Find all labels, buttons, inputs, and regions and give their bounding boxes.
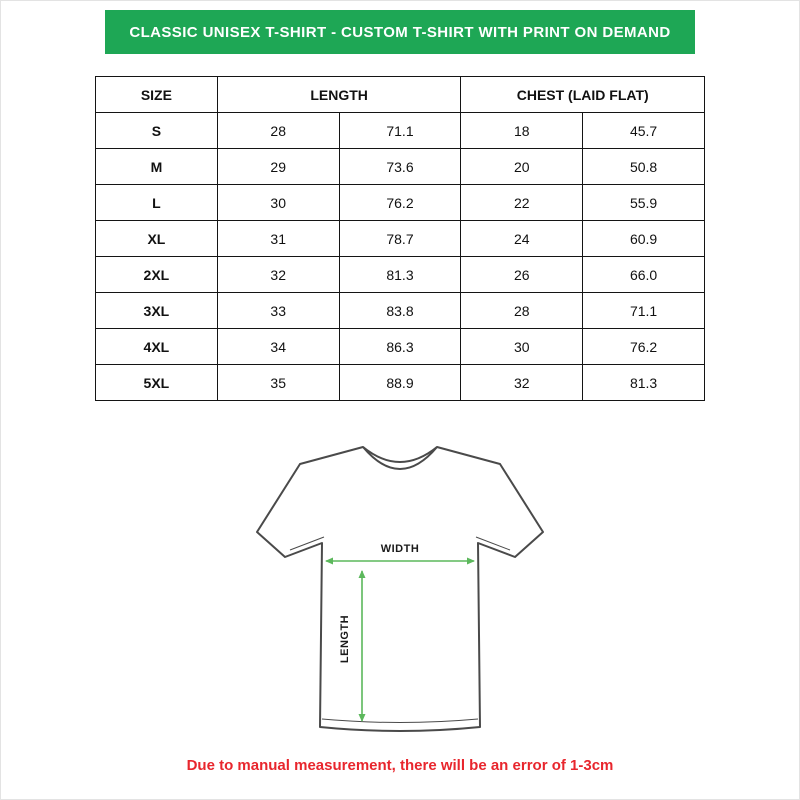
length-cm-cell: 88.9 bbox=[339, 365, 461, 401]
measurement-error-note: Due to manual measurement, there will be an error of 1-3cm bbox=[186, 757, 614, 774]
size-cell: M bbox=[96, 149, 218, 185]
chest-cm-cell: 76.2 bbox=[583, 329, 705, 365]
chest-cm-cell: 60.9 bbox=[583, 221, 705, 257]
table-row bbox=[96, 365, 705, 401]
chest-in-cell: 28 bbox=[461, 293, 583, 329]
length-in-cell: 35 bbox=[217, 365, 339, 401]
length-in-cell: 34 bbox=[217, 329, 339, 365]
chest-in-cell: 32 bbox=[461, 365, 583, 401]
chest-cm-cell: 50.8 bbox=[583, 149, 705, 185]
chest-in-cell: 20 bbox=[461, 149, 583, 185]
chest-cm-cell: 81.3 bbox=[583, 365, 705, 401]
table-row bbox=[96, 257, 705, 293]
length-in-cell: 32 bbox=[217, 257, 339, 293]
page-title: CLASSIC UNISEX T-SHIRT - CUSTOM T-SHIRT WITH PRINT ON DEMAND bbox=[129, 23, 671, 41]
chest-in-cell: 30 bbox=[461, 329, 583, 365]
length-label: LENGTH bbox=[339, 614, 351, 664]
table-row bbox=[96, 293, 705, 329]
length-cm-cell: 86.3 bbox=[339, 329, 461, 365]
table-header-row bbox=[96, 77, 705, 113]
length-in-cell: 29 bbox=[217, 149, 339, 185]
length-cm-cell: 81.3 bbox=[339, 257, 461, 293]
size-cell: XL bbox=[96, 221, 218, 257]
size-cell: 4XL bbox=[96, 329, 218, 365]
size-cell: L bbox=[96, 185, 218, 221]
table-row bbox=[96, 329, 705, 365]
table-row bbox=[96, 185, 705, 221]
chest-in-cell: 18 bbox=[461, 113, 583, 149]
size-table bbox=[95, 76, 705, 401]
length-cm-cell: 73.6 bbox=[339, 149, 461, 185]
tshirt-outline-icon bbox=[257, 447, 543, 731]
title-banner bbox=[105, 10, 695, 54]
table-row bbox=[96, 113, 705, 149]
chest-cm-cell: 55.9 bbox=[583, 185, 705, 221]
chest-in-cell: 24 bbox=[461, 221, 583, 257]
chest-in-cell: 26 bbox=[461, 257, 583, 293]
size-cell: 3XL bbox=[96, 293, 218, 329]
chest-cm-cell: 71.1 bbox=[583, 293, 705, 329]
chest-in-cell: 22 bbox=[461, 185, 583, 221]
table-row bbox=[96, 149, 705, 185]
table-row bbox=[96, 221, 705, 257]
size-cell: 5XL bbox=[96, 365, 218, 401]
col-header-chest: CHEST (LAID FLAT) bbox=[461, 77, 705, 113]
length-cm-cell: 83.8 bbox=[339, 293, 461, 329]
length-cm-cell: 78.7 bbox=[339, 221, 461, 257]
size-cell: 2XL bbox=[96, 257, 218, 293]
size-cell: S bbox=[96, 113, 218, 149]
length-in-cell: 30 bbox=[217, 185, 339, 221]
col-header-size: SIZE bbox=[96, 77, 218, 113]
length-cm-cell: 76.2 bbox=[339, 185, 461, 221]
length-cm-cell: 71.1 bbox=[339, 113, 461, 149]
width-label: WIDTH bbox=[380, 543, 420, 555]
length-in-cell: 31 bbox=[217, 221, 339, 257]
col-header-length: LENGTH bbox=[217, 77, 461, 113]
length-in-cell: 33 bbox=[217, 293, 339, 329]
chest-cm-cell: 66.0 bbox=[583, 257, 705, 293]
chest-cm-cell: 45.7 bbox=[583, 113, 705, 149]
tshirt-diagram bbox=[250, 439, 550, 739]
size-table-container bbox=[95, 76, 705, 401]
length-in-cell: 28 bbox=[217, 113, 339, 149]
